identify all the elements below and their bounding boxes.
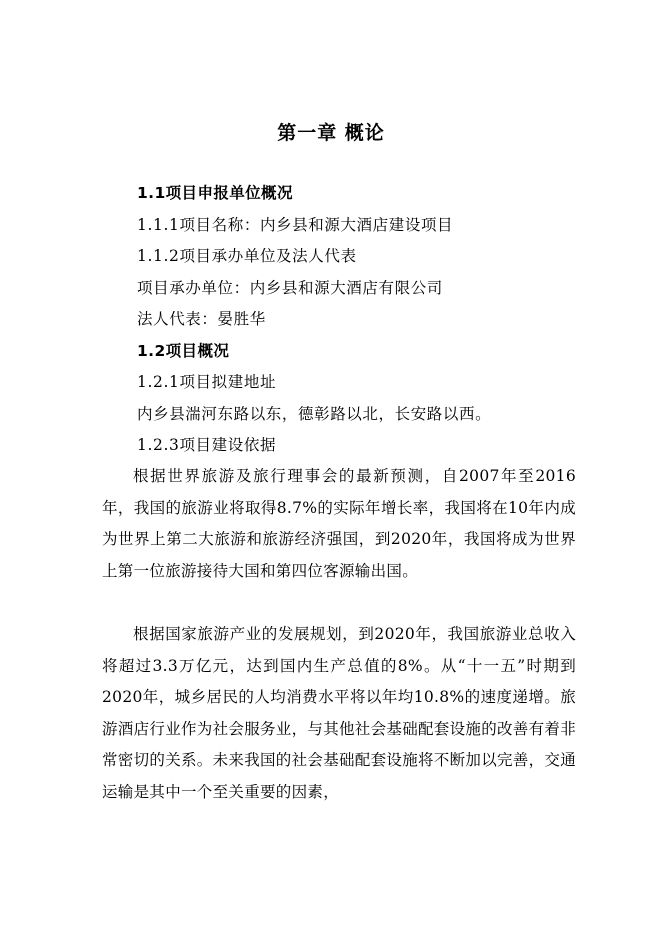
- project-name-line: 1.1.1项目名称：内乡县和源大酒店建设项目: [137, 216, 454, 234]
- paragraph-tourism-forecast: 根据世界旅游及旅行理事会的最新预测，自2007年至2016年，我国的旅游业将取得8.7%的实际年增长率，我国将在10年内成为世界上第二大旅游和旅游经济强国，到2020年，我国将成为世界上第一位旅游接待大国和第四位客源输出国。: [102, 467, 576, 580]
- legal-representative-line: 法人代表：晏胜华: [137, 310, 266, 328]
- address-line: 内乡县湍河东路以东，德彰路以北，长安路以西。: [137, 405, 492, 423]
- subheading-1-1-2: 1.1.2项目承办单位及法人代表: [137, 247, 357, 265]
- chapter-title: 第一章 概论: [277, 122, 385, 144]
- organizer-line: 项目承办单位：内乡县和源大酒店有限公司: [137, 279, 443, 297]
- paragraph-development-plan: 根据国家旅游产业的发展规划，到2020年，我国旅游业总收入将超过3.3万亿元，达到国内生产总值的8%。从“十一五”时期到2020年，城乡居民的人均消费水平将以年均10.8%的速度递增。旅游酒店行业作为社会服务业，与其他社会基础配套设施的改善有着非常密切的关系。未来我国的社会基础配套设施将不断加以完善，交通运输是其中一个至关重要的因素，: [102, 625, 577, 801]
- subheading-1-2-3: 1.2.3项目建设依据: [137, 436, 277, 454]
- subheading-1-2-1: 1.2.1项目拟建地址: [137, 373, 277, 391]
- section-heading-1-1: 1.1项目申报单位概况: [137, 184, 293, 202]
- section-heading-1-2: 1.2项目概况: [137, 342, 230, 360]
